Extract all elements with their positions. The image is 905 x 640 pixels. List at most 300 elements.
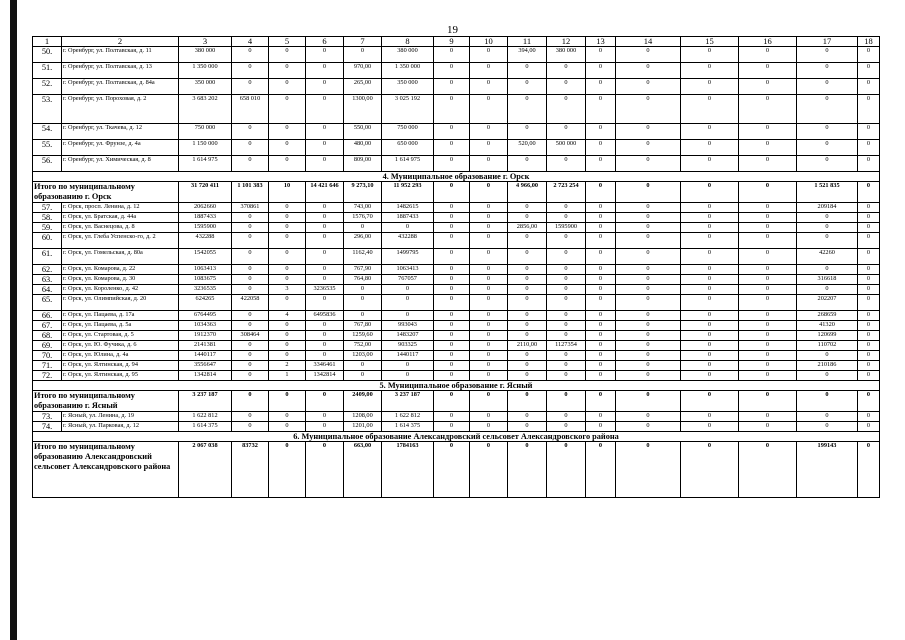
table-cell: 3236535 bbox=[179, 285, 232, 295]
row-number: 66. bbox=[33, 311, 62, 321]
table-cell: 0 bbox=[797, 422, 858, 432]
row-address: г. Оренбург, ул. Полтавская, д. 11 bbox=[62, 47, 179, 63]
table-cell: 0 bbox=[739, 95, 797, 124]
table-cell: 0 bbox=[586, 63, 616, 79]
row-number: 67. bbox=[33, 321, 62, 331]
table-cell: 0 bbox=[616, 351, 681, 361]
total-cell: 1 101 383 bbox=[232, 182, 269, 203]
table-cell: 3346461 bbox=[306, 361, 344, 371]
page-number: 19 bbox=[447, 24, 458, 36]
row-address: г. Орск, ул. Васнецова, д. 8 bbox=[62, 223, 179, 233]
row-address: г. Орск, ул. Олимпийская, д. 20 bbox=[62, 295, 179, 311]
table-cell: 0 bbox=[681, 203, 739, 213]
table-cell: 370861 bbox=[232, 203, 269, 213]
table-cell: 0 bbox=[616, 321, 681, 331]
total-cell: 0 bbox=[616, 182, 681, 203]
table-cell: 0 bbox=[470, 223, 508, 233]
table-cell: 809,00 bbox=[344, 156, 382, 172]
total-cell: 0 bbox=[306, 391, 344, 412]
table-cell: 120699 bbox=[797, 331, 858, 341]
table-cell: 0 bbox=[508, 331, 547, 341]
table-cell: 0 bbox=[858, 140, 880, 156]
table-row bbox=[33, 265, 880, 275]
table-cell: 1034363 bbox=[179, 321, 232, 331]
table-cell: 0 bbox=[470, 341, 508, 351]
table-cell: 0 bbox=[269, 265, 306, 275]
table-cell: 0 bbox=[797, 47, 858, 63]
table-cell: 0 bbox=[616, 275, 681, 285]
table-cell: 0 bbox=[269, 249, 306, 265]
table-row bbox=[33, 412, 880, 422]
table-cell: 4 bbox=[269, 311, 306, 321]
table-cell: 0 bbox=[681, 265, 739, 275]
table-cell: 0 bbox=[508, 63, 547, 79]
table-cell: 743,00 bbox=[344, 203, 382, 213]
total-cell: 14 421 646 bbox=[306, 182, 344, 203]
total-cell: 0 bbox=[508, 391, 547, 412]
total-cell: 0 bbox=[616, 391, 681, 412]
table-cell: 0 bbox=[508, 233, 547, 249]
table-cell: 0 bbox=[382, 311, 434, 321]
table-cell: 1 614 975 bbox=[179, 156, 232, 172]
table-cell: 0 bbox=[739, 47, 797, 63]
row-number: 64. bbox=[33, 285, 62, 295]
table-cell: 0 bbox=[269, 47, 306, 63]
table-cell: 0 bbox=[739, 341, 797, 351]
column-header: 5 bbox=[269, 37, 306, 47]
table-cell: 0 bbox=[470, 233, 508, 249]
table-cell: 0 bbox=[306, 265, 344, 275]
table-cell: 0 bbox=[739, 249, 797, 265]
table-cell: 0 bbox=[547, 351, 586, 361]
row-number: 58. bbox=[33, 213, 62, 223]
table-cell: 0 bbox=[508, 265, 547, 275]
column-header: 18 bbox=[858, 37, 880, 47]
table-cell: 0 bbox=[269, 412, 306, 422]
total-cell: 2 723 254 bbox=[547, 182, 586, 203]
table-cell: 0 bbox=[586, 285, 616, 295]
table-cell: 0 bbox=[681, 213, 739, 223]
table-cell: 0 bbox=[739, 265, 797, 275]
total-cell: 0 bbox=[269, 391, 306, 412]
table-cell: 0 bbox=[586, 156, 616, 172]
table-cell: 1595900 bbox=[179, 223, 232, 233]
table-cell: 0 bbox=[306, 124, 344, 140]
table-cell: 0 bbox=[797, 124, 858, 140]
total-cell: 0 bbox=[269, 442, 306, 498]
table-cell: 0 bbox=[306, 331, 344, 341]
table-cell: 0 bbox=[586, 361, 616, 371]
table-cell: 0 bbox=[797, 223, 858, 233]
total-cell: 31 720 411 bbox=[179, 182, 232, 203]
row-address: г. Ясный, ул. Ленина, д. 19 bbox=[62, 412, 179, 422]
table-cell: 0 bbox=[508, 361, 547, 371]
table-cell: 1 bbox=[269, 371, 306, 381]
table-cell: 550,00 bbox=[344, 124, 382, 140]
table-cell: 0 bbox=[586, 203, 616, 213]
table-cell: 0 bbox=[858, 223, 880, 233]
table-cell: 0 bbox=[858, 311, 880, 321]
table-cell: 0 bbox=[681, 295, 739, 311]
column-header: 16 bbox=[739, 37, 797, 47]
table-cell: 316618 bbox=[797, 275, 858, 285]
table-cell: 0 bbox=[547, 63, 586, 79]
table-cell: 268659 bbox=[797, 311, 858, 321]
table-cell: 0 bbox=[232, 361, 269, 371]
table-cell: 0 bbox=[269, 124, 306, 140]
table-cell: 0 bbox=[858, 295, 880, 311]
table-cell: 0 bbox=[470, 63, 508, 79]
table-cell: 0 bbox=[681, 223, 739, 233]
table-cell: 1 614 975 bbox=[382, 156, 434, 172]
table-cell: 0 bbox=[547, 311, 586, 321]
table-row bbox=[33, 156, 880, 172]
table-cell: 480,00 bbox=[344, 140, 382, 156]
table-cell: 0 bbox=[470, 156, 508, 172]
total-cell: 9 273,10 bbox=[344, 182, 382, 203]
row-number: 72. bbox=[33, 371, 62, 381]
table-cell: 0 bbox=[269, 295, 306, 311]
table-cell: 500 000 bbox=[547, 140, 586, 156]
table-cell: 0 bbox=[232, 79, 269, 95]
total-cell: 0 bbox=[681, 391, 739, 412]
table-cell: 0 bbox=[508, 295, 547, 311]
total-cell: 1784163 bbox=[382, 442, 434, 498]
table-cell: 209184 bbox=[797, 203, 858, 213]
table-cell: 0 bbox=[616, 249, 681, 265]
table-cell: 0 bbox=[344, 295, 382, 311]
total-cell: 0 bbox=[508, 442, 547, 498]
table-cell: 1300,00 bbox=[344, 95, 382, 124]
table-cell: 0 bbox=[508, 124, 547, 140]
table-cell: 0 bbox=[306, 321, 344, 331]
row-address: г. Орск, ул. Ю. Фучика, д. 6 bbox=[62, 341, 179, 351]
table-cell: 2110,00 bbox=[508, 341, 547, 351]
table-cell: 6495836 bbox=[306, 311, 344, 321]
table-cell: 0 bbox=[616, 422, 681, 432]
table-cell: 0 bbox=[547, 321, 586, 331]
table-row bbox=[33, 140, 880, 156]
table-cell: 0 bbox=[739, 285, 797, 295]
table-cell: 1127354 bbox=[547, 341, 586, 351]
table-cell: 0 bbox=[434, 265, 470, 275]
total-cell: 4 966,00 bbox=[508, 182, 547, 203]
table-cell: 0 bbox=[616, 265, 681, 275]
table-cell: 0 bbox=[434, 422, 470, 432]
table-cell: 0 bbox=[306, 351, 344, 361]
row-number: 65. bbox=[33, 295, 62, 311]
table-cell: 0 bbox=[616, 63, 681, 79]
table-cell: 0 bbox=[547, 213, 586, 223]
table-cell: 0 bbox=[508, 249, 547, 265]
table-cell: 0 bbox=[470, 321, 508, 331]
total-cell: 199143 bbox=[797, 442, 858, 498]
table-cell: 970,00 bbox=[344, 63, 382, 79]
table-cell: 1 614 375 bbox=[179, 422, 232, 432]
row-address: г. Орск, ул. Глеба Успенско-го, д. 2 bbox=[62, 233, 179, 249]
table-cell: 0 bbox=[269, 233, 306, 249]
table-cell: 0 bbox=[586, 295, 616, 311]
table-cell: 1440117 bbox=[382, 351, 434, 361]
row-number: 68. bbox=[33, 331, 62, 341]
table-cell: 0 bbox=[586, 47, 616, 63]
table-cell: 0 bbox=[269, 275, 306, 285]
table-cell: 0 bbox=[616, 311, 681, 321]
row-number: 54. bbox=[33, 124, 62, 140]
table-cell: 0 bbox=[547, 124, 586, 140]
table-cell: 0 bbox=[739, 331, 797, 341]
table-cell: 42260 bbox=[797, 249, 858, 265]
table-cell: 0 bbox=[434, 223, 470, 233]
table-cell: 0 bbox=[858, 124, 880, 140]
table-cell: 3 683 202 bbox=[179, 95, 232, 124]
table-cell: 0 bbox=[616, 233, 681, 249]
row-address: г. Орск, ул. Комарова, д. 22 bbox=[62, 265, 179, 275]
table-cell: 2 bbox=[269, 361, 306, 371]
table-cell: 0 bbox=[382, 285, 434, 295]
table-cell: 0 bbox=[681, 124, 739, 140]
table-cell: 0 bbox=[616, 47, 681, 63]
table-cell: 0 bbox=[547, 249, 586, 265]
table-row bbox=[33, 341, 880, 351]
table-cell: 0 bbox=[470, 412, 508, 422]
total-cell: 0 bbox=[434, 182, 470, 203]
total-cell: 0 bbox=[306, 442, 344, 498]
table-cell: 0 bbox=[232, 124, 269, 140]
table-cell: 0 bbox=[232, 233, 269, 249]
table-cell: 0 bbox=[797, 95, 858, 124]
table-cell: 0 bbox=[616, 79, 681, 95]
table-cell: 0 bbox=[306, 295, 344, 311]
table-cell: 380 000 bbox=[382, 47, 434, 63]
table-cell: 0 bbox=[681, 351, 739, 361]
total-cell: 0 bbox=[470, 391, 508, 412]
table-cell: 1208,00 bbox=[344, 412, 382, 422]
table-cell: 0 bbox=[434, 140, 470, 156]
table-cell: 0 bbox=[232, 223, 269, 233]
table-cell: 265,00 bbox=[344, 79, 382, 95]
table-cell: 0 bbox=[344, 311, 382, 321]
column-header: 1 bbox=[33, 37, 62, 47]
table-cell: 2062660 bbox=[179, 203, 232, 213]
table-cell: 0 bbox=[616, 213, 681, 223]
row-address: г. Орск, ул. Комарова, д. 30 bbox=[62, 275, 179, 285]
total-cell: 83732 bbox=[232, 442, 269, 498]
table-cell: 1201,00 bbox=[344, 422, 382, 432]
data-table bbox=[32, 36, 880, 498]
total-cell: 0 bbox=[858, 391, 880, 412]
table-cell: 0 bbox=[508, 156, 547, 172]
total-cell: 663,00 bbox=[344, 442, 382, 498]
row-number: 73. bbox=[33, 412, 62, 422]
total-cell: 10 bbox=[269, 182, 306, 203]
table-cell: 0 bbox=[306, 63, 344, 79]
table-cell: 1203,00 bbox=[344, 351, 382, 361]
table-cell: 0 bbox=[508, 351, 547, 361]
table-cell: 0 bbox=[306, 249, 344, 265]
table-cell: 0 bbox=[681, 331, 739, 341]
table-row bbox=[33, 124, 880, 140]
table-cell: 0 bbox=[434, 249, 470, 265]
table-cell: 0 bbox=[586, 79, 616, 95]
table-cell: 0 bbox=[681, 341, 739, 351]
table-cell: 0 bbox=[681, 249, 739, 265]
table-row bbox=[33, 249, 880, 265]
row-address: г. Орск, ул. Ялтинская, д. 95 bbox=[62, 371, 179, 381]
table-cell: 0 bbox=[586, 311, 616, 321]
table-row bbox=[33, 47, 880, 63]
row-number: 59. bbox=[33, 223, 62, 233]
table-cell: 0 bbox=[232, 140, 269, 156]
table-cell: 0 bbox=[382, 361, 434, 371]
table-row bbox=[33, 203, 880, 213]
table-cell: 0 bbox=[470, 311, 508, 321]
total-cell: 0 bbox=[858, 442, 880, 498]
table-cell: 0 bbox=[616, 361, 681, 371]
table-cell: 0 bbox=[739, 124, 797, 140]
table-cell: 0 bbox=[739, 361, 797, 371]
table-cell: 0 bbox=[434, 79, 470, 95]
table-cell: 0 bbox=[739, 351, 797, 361]
table-cell: 0 bbox=[797, 63, 858, 79]
page-edge-shadow bbox=[10, 0, 17, 640]
table-cell: 0 bbox=[797, 79, 858, 95]
row-number: 74. bbox=[33, 422, 62, 432]
total-cell: 0 bbox=[586, 442, 616, 498]
table-cell: 41320 bbox=[797, 321, 858, 331]
table-cell: 0 bbox=[616, 124, 681, 140]
table-cell: 0 bbox=[616, 341, 681, 351]
table-cell: 0 bbox=[858, 156, 880, 172]
total-cell: 0 bbox=[434, 391, 470, 412]
table-cell: 0 bbox=[547, 275, 586, 285]
table-cell: 0 bbox=[434, 341, 470, 351]
table-cell: 0 bbox=[434, 412, 470, 422]
table-cell: 1912370 bbox=[179, 331, 232, 341]
table-cell: 0 bbox=[858, 63, 880, 79]
table-cell: 0 bbox=[508, 321, 547, 331]
table-cell: 2856,00 bbox=[508, 223, 547, 233]
table-cell: 0 bbox=[547, 233, 586, 249]
table-row bbox=[33, 361, 880, 371]
table-cell: 0 bbox=[739, 203, 797, 213]
table-cell: 0 bbox=[739, 295, 797, 311]
table-cell: 0 bbox=[470, 351, 508, 361]
table-row bbox=[33, 285, 880, 295]
table-cell: 0 bbox=[616, 412, 681, 422]
table-cell: 0 bbox=[586, 124, 616, 140]
table-cell: 0 bbox=[508, 422, 547, 432]
total-row bbox=[33, 182, 880, 203]
table-cell: 0 bbox=[269, 331, 306, 341]
table-cell: 0 bbox=[434, 275, 470, 285]
total-row bbox=[33, 391, 880, 412]
table-cell: 0 bbox=[586, 223, 616, 233]
table-cell: 903325 bbox=[382, 341, 434, 351]
table-cell: 0 bbox=[858, 321, 880, 331]
table-cell: 0 bbox=[586, 422, 616, 432]
column-header: 8 bbox=[382, 37, 434, 47]
table-cell: 0 bbox=[269, 203, 306, 213]
table-cell: 0 bbox=[470, 203, 508, 213]
total-cell: 1 521 835 bbox=[797, 182, 858, 203]
table-cell: 0 bbox=[739, 412, 797, 422]
table-cell: 0 bbox=[232, 47, 269, 63]
column-header: 9 bbox=[434, 37, 470, 47]
table-cell: 350 000 bbox=[179, 79, 232, 95]
table-cell: 0 bbox=[586, 213, 616, 223]
table-row bbox=[33, 321, 880, 331]
table-cell: 0 bbox=[344, 285, 382, 295]
table-cell: 0 bbox=[739, 223, 797, 233]
section-heading-row bbox=[33, 172, 880, 182]
table-cell: 764,80 bbox=[344, 275, 382, 285]
table-cell: 0 bbox=[681, 422, 739, 432]
table-cell: 0 bbox=[858, 213, 880, 223]
table-cell: 0 bbox=[434, 295, 470, 311]
table-cell: 202207 bbox=[797, 295, 858, 311]
table-cell: 1483207 bbox=[382, 331, 434, 341]
table-cell: 993043 bbox=[382, 321, 434, 331]
table-cell: 0 bbox=[434, 213, 470, 223]
table-cell: 0 bbox=[470, 295, 508, 311]
table-cell: 0 bbox=[382, 295, 434, 311]
table-row bbox=[33, 371, 880, 381]
table-cell: 1342814 bbox=[306, 371, 344, 381]
table-cell: 0 bbox=[547, 203, 586, 213]
total-label: Итого по муниципальному образованию г. Орск bbox=[33, 182, 179, 203]
table-cell: 0 bbox=[858, 351, 880, 361]
column-header: 4 bbox=[232, 37, 269, 47]
table-cell: 0 bbox=[470, 371, 508, 381]
total-cell: 0 bbox=[739, 391, 797, 412]
table-cell: 1259,60 bbox=[344, 331, 382, 341]
table-cell: 0 bbox=[858, 79, 880, 95]
table-cell: 0 bbox=[508, 371, 547, 381]
total-cell: 0 bbox=[616, 442, 681, 498]
table-cell: 0 bbox=[434, 95, 470, 124]
table-cell: 0 bbox=[739, 311, 797, 321]
table-cell: 0 bbox=[434, 233, 470, 249]
column-header: 3 bbox=[179, 37, 232, 47]
table-cell: 0 bbox=[681, 79, 739, 95]
table-cell: 0 bbox=[616, 331, 681, 341]
table-cell: 0 bbox=[232, 412, 269, 422]
table-cell: 752,00 bbox=[344, 341, 382, 351]
table-cell: 0 bbox=[269, 422, 306, 432]
table-cell: 0 bbox=[508, 412, 547, 422]
table-cell: 0 bbox=[232, 422, 269, 432]
table-cell: 0 bbox=[739, 233, 797, 249]
section-heading: 4. Муниципальное образование г. Орск bbox=[33, 172, 880, 182]
table-cell: 767,80 bbox=[344, 321, 382, 331]
row-address: г. Оренбург, ул. Фрунзе, д. 4а bbox=[62, 140, 179, 156]
table-cell: 0 bbox=[858, 371, 880, 381]
table-cell: 0 bbox=[547, 361, 586, 371]
table-cell: 0 bbox=[382, 371, 434, 381]
table-cell: 0 bbox=[681, 95, 739, 124]
table-cell: 0 bbox=[434, 63, 470, 79]
table-cell: 0 bbox=[616, 95, 681, 124]
table-cell: 0 bbox=[434, 321, 470, 331]
row-number: 52. bbox=[33, 79, 62, 95]
table-cell: 0 bbox=[616, 223, 681, 233]
table-cell: 0 bbox=[681, 371, 739, 381]
table-cell: 0 bbox=[306, 341, 344, 351]
row-number: 70. bbox=[33, 351, 62, 361]
table-cell: 422058 bbox=[232, 295, 269, 311]
table-cell: 3236535 bbox=[306, 285, 344, 295]
